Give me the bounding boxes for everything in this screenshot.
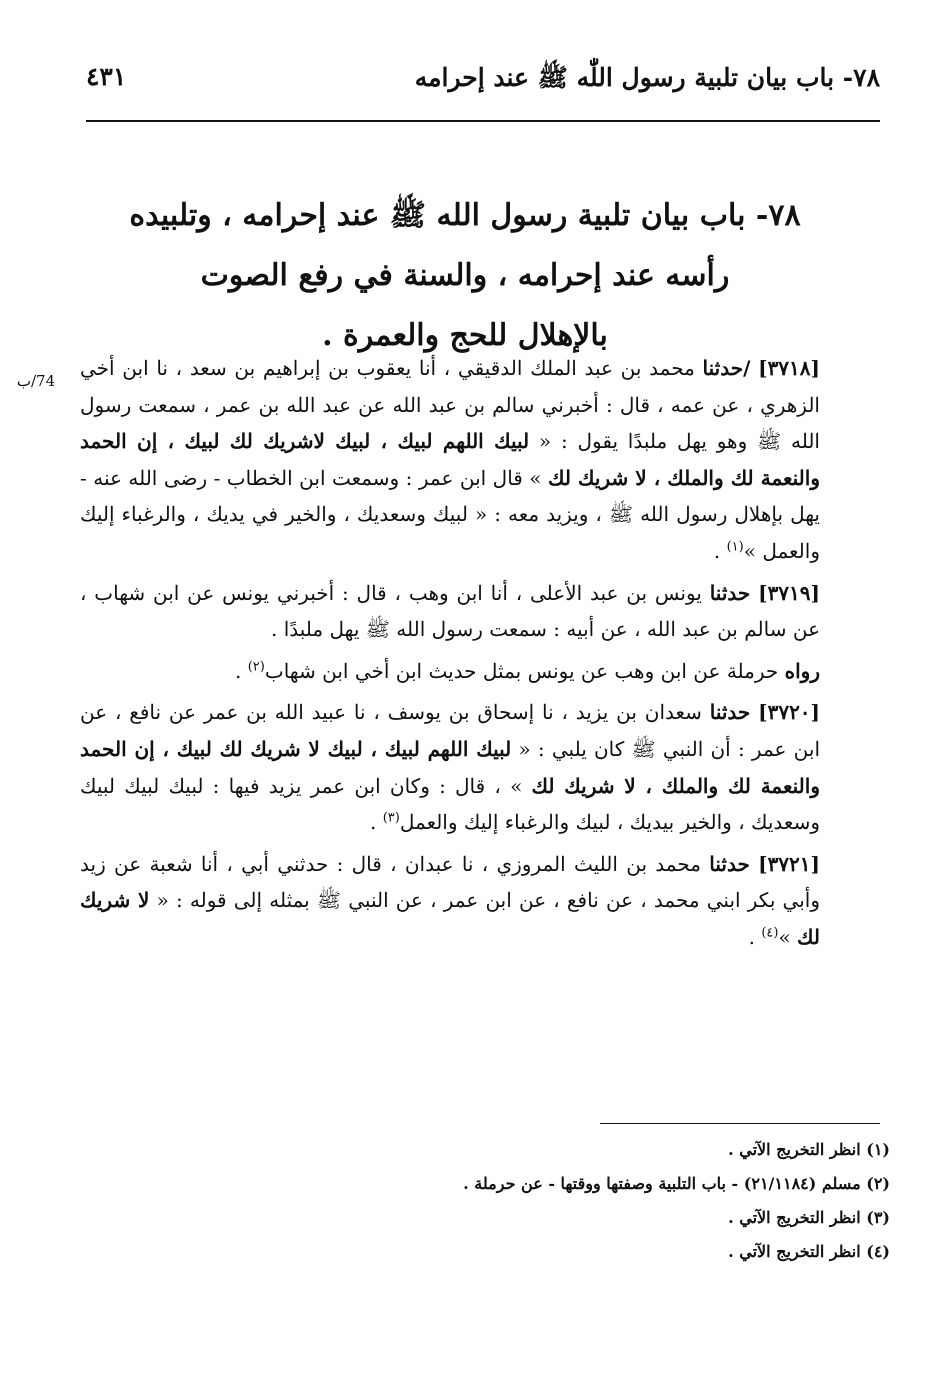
riwaya-tail: . bbox=[235, 658, 248, 683]
hadith-tail: . bbox=[713, 538, 727, 563]
footnote-ref: (٢) bbox=[247, 659, 265, 675]
talbiya-text: لبيك اللهم لبيك ، لبيك لاشريك لك لبيك ، إن الحمد والنعمة لك والملك ، لا شريك لك bbox=[80, 429, 820, 490]
hadith-lead: حدثنا bbox=[709, 580, 751, 605]
running-header bbox=[86, 62, 880, 102]
hadith-text: سعدان بن يزيد ، نا إسحاق بن يوسف ، نا عبيد الله بن عمر عن نافع ، عن ابن عمر : أن النبي ﷺ كان يلبي : « bbox=[80, 700, 821, 761]
hadith-number: [٣٧١٨] bbox=[758, 356, 820, 380]
manuscript-folio-note: 74/ب bbox=[16, 372, 56, 390]
hadith-text: » ، قال : وكان ابن عمر يزيد فيها : لبيك لبيك لبيك وسعديك ، والخير بيديك ، لبيك والرغباء إليك والعمل bbox=[80, 773, 820, 835]
footnotes bbox=[120, 1133, 890, 1269]
hadith-tail: . bbox=[748, 924, 762, 949]
hadith-text: يونس بن عبد الأعلى ، أنا ابن وهب ، قال : أخبرني يونس عن ابن شهاب ، عن سالم بن عبد الله ، عن أبيه : سمعت رسول الله ﷺ يهل ملبدًا . bbox=[80, 580, 820, 642]
chapter-heading-line: ٧٨- باب بيان تلبية رسول الله ﷺ عند إحرامه ، وتلبيده bbox=[129, 198, 801, 233]
hadith-text: محمد بن عبد الملك الدقيقي ، أنا يعقوب بن إبراهيم بن سعد ، نا ابن أخي الزهري ، عن عمه ، قال : أخبرني سالم بن عبد الله عن عبد الله بن عمر ، سمعت رسول الله ﷺ وهو يهل ملبدًا يقول : « bbox=[80, 356, 820, 454]
hadith-text: » bbox=[778, 924, 798, 949]
hadith-lead: حدثنا bbox=[709, 851, 750, 876]
riwaya-lead: رواه bbox=[784, 658, 820, 683]
hadith-lead: حدثنا bbox=[709, 700, 751, 725]
footnote-ref: (٣) bbox=[382, 810, 400, 826]
riwaya-paragraph bbox=[80, 653, 880, 690]
hadith-number: [٣٧٢٠] bbox=[758, 700, 821, 725]
body-text bbox=[80, 350, 880, 961]
riwaya-text: حرملة عن ابن وهب عن يونس بمثل حديث ابن أخي ابن شهاب bbox=[264, 658, 785, 683]
chapter-heading-line: رأسه عند إحرامه ، والسنة في رفع الصوت bbox=[200, 258, 730, 293]
hadith-text: محمد بن الليث المروزي ، نا عبدان ، قال : حدثني أبي ، أنا شعبة عن زيد وأبي بكر ابني محمد ، عن نافع ، عن ابن عمر ، عن النبي ﷺ بمثله إلى قوله : « bbox=[80, 851, 821, 913]
talbiya-text: لبيك اللهم لبيك ، لبيك لا شريك لك لبيك ، إن الحمد والنعمة لك والملك ، لا شريك لك bbox=[80, 736, 820, 798]
chapter-heading-line: بالإهلال للحج والعمرة . bbox=[322, 318, 608, 353]
hadith-number: [٣٧١٩] bbox=[758, 580, 820, 605]
footnote-rule bbox=[600, 1123, 880, 1124]
running-title: ٧٨- باب بيان تلبية رسول اللّٰه ﷺ عند إحرامه bbox=[414, 63, 880, 92]
hadith-tail: . bbox=[370, 810, 383, 835]
footnote-item: (٣) انظر التخريج الآتي . bbox=[728, 1208, 890, 1227]
footnote-ref: (٤) bbox=[761, 925, 779, 941]
hadith-paragraph bbox=[80, 846, 880, 956]
talbiya-text: لا شريك لك bbox=[80, 888, 820, 949]
hadith-number: [٣٧٢١] bbox=[758, 851, 820, 876]
hadith-paragraph bbox=[80, 575, 880, 648]
footnote-item: (٢) مسلم (٢١/١١٨٤) - باب التلبية وصفتها ووقتها - عن حرملة . bbox=[463, 1174, 890, 1193]
hadith-lead: /حدثنا bbox=[702, 356, 751, 380]
header-rule bbox=[86, 120, 880, 122]
hadith-paragraph bbox=[80, 350, 880, 570]
footnote-item: (١) انظر التخريج الآتي . bbox=[728, 1140, 890, 1159]
hadith-paragraph bbox=[80, 694, 880, 840]
page-number: ٤٣١ bbox=[86, 62, 127, 91]
footnote-ref: (١) bbox=[726, 539, 744, 555]
hadith-text: » قال ابن عمر : وسمعت ابن الخطاب - رضى الله عنه - يهل بإهلال رسول الله ﷺ ، ويزيد معه : « لبيك وسعديك ، والخير في يديك ، والرغباء إليك والعمل » bbox=[80, 465, 820, 563]
footnote-item: (٤) انظر التخريج الآتي . bbox=[728, 1242, 890, 1261]
chapter-heading bbox=[60, 186, 870, 366]
